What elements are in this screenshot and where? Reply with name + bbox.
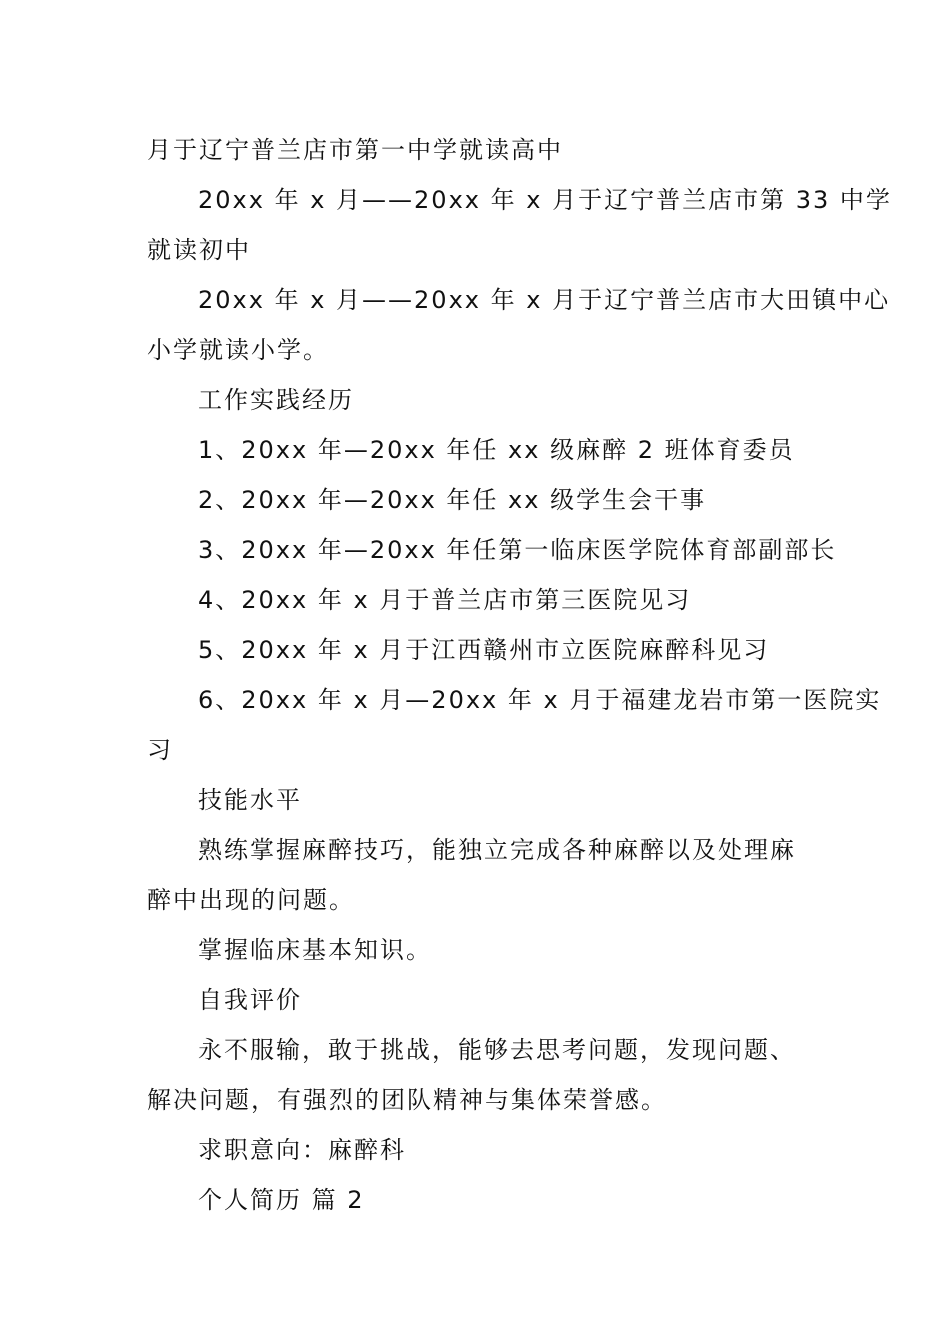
education-high-school-line: 月于辽宁普兰店市第一中学就读高中 (147, 136, 563, 164)
education-middle-school-line-cont: 就读初中 (147, 236, 251, 264)
work-item-3: 3、20xx 年—20xx 年任第一临床医学院体育部副部长 (198, 536, 837, 564)
resume-text (147, 125, 892, 1225)
skills-paragraph-1-cont: 醉中出现的问题。 (147, 886, 355, 914)
work-item-5: 5、20xx 年 x 月于江西赣州市立医院麻醉科见习 (198, 636, 770, 664)
resume-section-title: 个人简历 篇 2 (198, 1186, 365, 1214)
self-evaluation-paragraph: 永不服输，敢于挑战，能够去思考问题，发现问题、 (198, 1036, 796, 1064)
work-experience-heading: 工作实践经历 (198, 386, 354, 414)
self-evaluation-heading: 自我评价 (198, 986, 302, 1014)
work-item-2: 2、20xx 年—20xx 年任 xx 级学生会干事 (198, 486, 707, 514)
self-evaluation-paragraph-cont: 解决问题，有强烈的团队精神与集体荣誉感。 (147, 1086, 667, 1114)
education-middle-school-line: 20xx 年 x 月——20xx 年 x 月于辽宁普兰店市第 33 中学 (198, 186, 892, 214)
job-objective-line: 求职意向：麻醉科 (198, 1136, 406, 1164)
skills-paragraph-2: 掌握临床基本知识。 (198, 936, 432, 964)
skills-paragraph-1: 熟练掌握麻醉技巧，能独立完成各种麻醉以及处理麻 (198, 836, 796, 864)
work-item-6-cont: 习 (147, 736, 173, 764)
education-primary-school-line: 20xx 年 x 月——20xx 年 x 月于辽宁普兰店市大田镇中心 (198, 286, 891, 314)
work-item-6: 6、20xx 年 x 月—20xx 年 x 月于福建龙岩市第一医院实 (198, 686, 882, 714)
work-item-1: 1、20xx 年—20xx 年任 xx 级麻醉 2 班体育委员 (198, 436, 795, 464)
work-item-4: 4、20xx 年 x 月于普兰店市第三医院见习 (198, 586, 692, 614)
skills-heading: 技能水平 (198, 786, 302, 814)
education-primary-school-line-cont: 小学就读小学。 (147, 336, 329, 364)
